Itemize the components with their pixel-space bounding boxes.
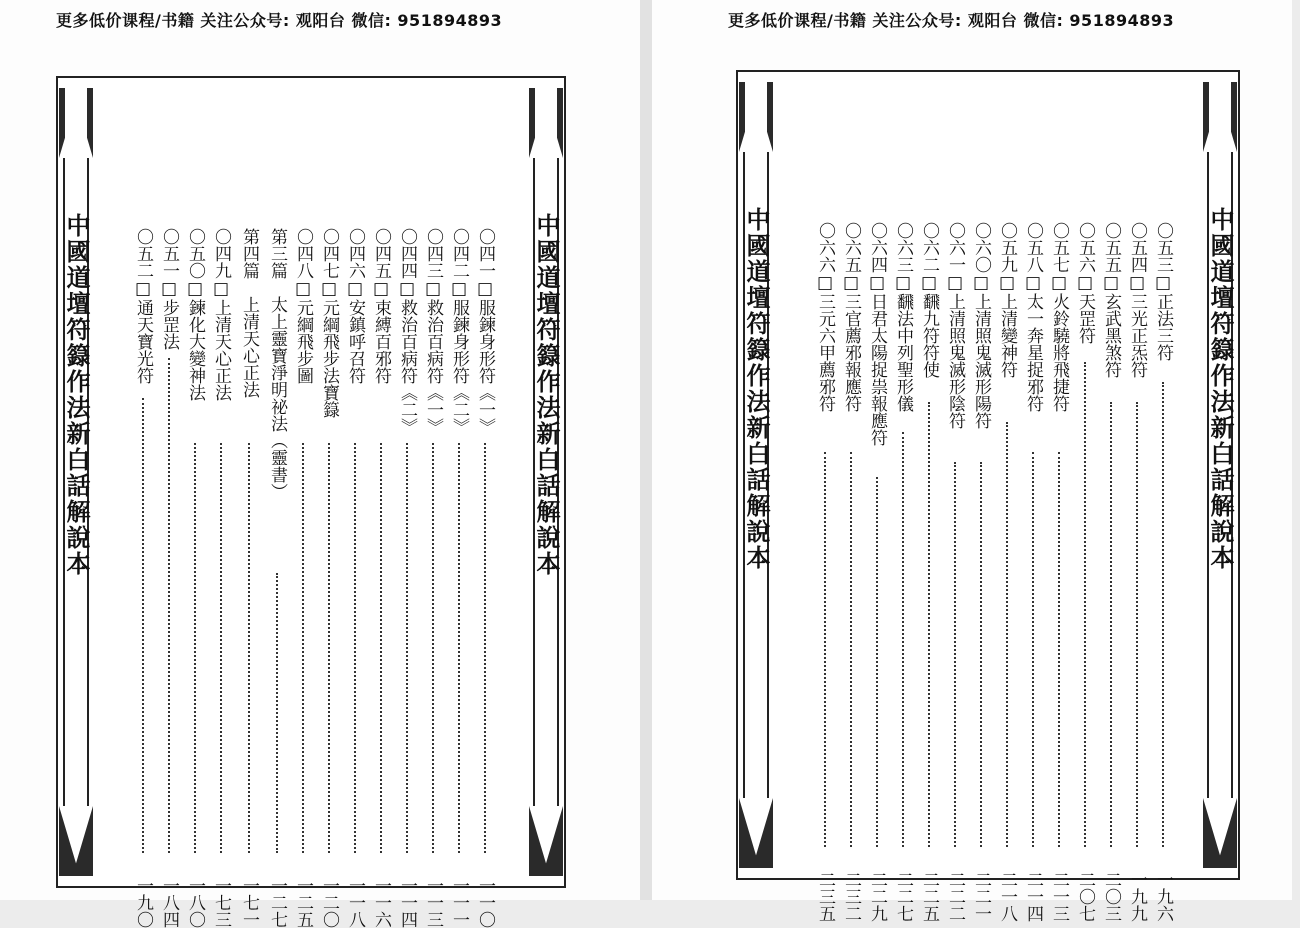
leader-dots	[276, 573, 278, 853]
leader-dots	[194, 443, 196, 853]
leader-dots	[954, 462, 956, 847]
toc-entry-page: 一二〇	[319, 877, 339, 928]
watermark-text: 更多低价课程/书籍 关注公众号: 观阳台 微信: 951894893	[728, 11, 1175, 30]
toc-entry	[890, 222, 916, 922]
leader-dots	[876, 477, 878, 847]
leader-dots	[432, 443, 434, 853]
toc-entry-title: 〇六一□上清照鬼滅形陰符	[945, 222, 965, 429]
toc-entry	[1098, 222, 1124, 922]
toc-entry-title: 〇六二□飜九符符使	[919, 222, 939, 378]
running-title-left: 中國道壇符籙作法新白話解說本	[62, 213, 91, 577]
toc-entry-page: 一二五	[293, 877, 313, 928]
toc-entry-page: 二一四	[1023, 871, 1043, 922]
toc-entry-page: 二二二	[945, 871, 965, 922]
toc-entry-title: 〇五三□正法三符	[1153, 222, 1173, 361]
running-title-right: 中國道壇符籙作法新白話解說本	[532, 213, 561, 577]
toc-entry-page: 一八〇	[185, 877, 205, 928]
toc-entry-title: 〇六〇□上清照鬼滅形陽符	[971, 222, 991, 429]
toc-entry-title: 〇四六□安鎮呼召符	[345, 228, 365, 384]
toc-entry-title: 〇四四□救治百病符《二》	[397, 228, 417, 435]
toc-entry	[290, 228, 316, 928]
toc-entry	[368, 228, 394, 928]
leader-dots	[1084, 362, 1086, 847]
toc-entry-title: 〇五九□上清變神符	[997, 222, 1017, 378]
toc-entry-page: 二一八	[997, 871, 1017, 922]
toc-entry-page: 一七三	[211, 877, 231, 928]
left-border-ornament	[58, 78, 94, 886]
left-border-ornament	[738, 72, 774, 878]
toc-entry-page: 一一一	[449, 877, 469, 928]
toc-entry-title: 〇五二□通天寶光符	[133, 228, 153, 384]
toc-entry	[316, 228, 342, 928]
toc-entry	[916, 222, 942, 922]
toc-entry	[420, 228, 446, 928]
toc-entry-title: 〇五四□三光正炁符	[1127, 222, 1147, 378]
leader-dots	[1032, 452, 1034, 847]
toc-entry-page: 一一四	[397, 877, 417, 928]
toc-entry	[394, 228, 420, 928]
toc-entry-page: 二三二	[841, 871, 861, 922]
toc-entry-page: 一八四	[159, 877, 179, 928]
running-title-right: 中國道壇符籙作法新白話解說本	[1206, 207, 1235, 571]
leader-dots	[928, 402, 930, 847]
right-border-ornament	[1202, 72, 1238, 878]
toc-entry-page: 一一三	[423, 877, 443, 928]
leader-dots	[824, 452, 826, 847]
page-frame	[56, 76, 566, 928]
toc-entry-title: 〇四三□救治百病符《一》	[423, 228, 443, 435]
leader-dots	[484, 443, 486, 853]
leader-dots	[1136, 402, 1138, 847]
toc-entry	[1150, 222, 1176, 922]
toc-entry	[156, 228, 182, 928]
toc-entry	[812, 222, 838, 922]
toc-entry-title: 第三篇 太上靈寶淨明祕法（靈書）	[267, 228, 287, 500]
toc-entry-title: 〇六六□三元六甲薦邪符	[815, 222, 835, 412]
toc-entry	[208, 228, 234, 928]
right-border-ornament	[528, 78, 564, 886]
toc-entry-title: 〇四二□服鍊身形符《二》	[449, 228, 469, 435]
leader-dots	[850, 452, 852, 847]
toc-entry	[864, 222, 890, 922]
toc-entry-page: 二二一	[971, 871, 991, 922]
toc-entry-title: 〇五〇□鍊化大變神法	[185, 228, 205, 401]
leader-dots	[406, 443, 408, 853]
toc-entry-page: 一一八	[345, 877, 365, 928]
toc-entry-page: 二二七	[893, 871, 913, 922]
leader-dots	[248, 443, 250, 853]
toc-entry	[342, 228, 368, 928]
toc-entry	[968, 222, 994, 922]
toc-section-heading	[236, 228, 262, 928]
toc-entry	[1020, 222, 1046, 922]
toc-entry	[446, 228, 472, 928]
leader-dots	[902, 432, 904, 847]
toc-entry-title: 〇四一□服鍊身形符《一》	[475, 228, 495, 435]
toc-section-heading	[264, 228, 290, 928]
toc-entry-title: 〇六四□日君太陽捉祟報應符	[867, 222, 887, 446]
toc-entry-page: 二〇七	[1075, 871, 1095, 922]
toc-entry	[1072, 222, 1098, 922]
toc-entry-title: 〇五一□步罡法	[159, 228, 179, 350]
leader-dots	[1162, 382, 1164, 847]
toc-entry-title: 〇六三□飜法中列聖形儀	[893, 222, 913, 412]
leader-dots	[328, 443, 330, 853]
leader-dots	[220, 443, 222, 853]
toc-entry-page: 二二九	[867, 871, 887, 922]
left-book-page	[0, 0, 640, 928]
toc-entry	[942, 222, 968, 922]
toc-entry-title: 〇四八□元綱飛步圖	[293, 228, 313, 384]
right-book-page	[652, 0, 1292, 922]
toc-entry-page: 一二七	[267, 877, 287, 928]
leader-dots	[1006, 422, 1008, 847]
toc-entry-page: 二一三	[1049, 871, 1069, 922]
leader-dots	[168, 358, 170, 853]
page-frame	[736, 70, 1240, 922]
toc-entry	[472, 228, 498, 928]
toc-entry-page: 二三五	[815, 871, 835, 922]
leader-dots	[354, 443, 356, 853]
leader-dots	[142, 398, 144, 853]
toc-entry-page: 一一〇	[475, 877, 495, 928]
toc-entry	[838, 222, 864, 922]
page-gutter	[640, 0, 652, 900]
toc-entry-title: 〇五七□火鈴驍將飛捷符	[1049, 222, 1069, 412]
toc-entry	[182, 228, 208, 928]
leader-dots	[380, 443, 382, 853]
leader-dots	[458, 443, 460, 853]
toc-entry-page: 一一六	[371, 877, 391, 928]
running-title-left: 中國道壇符籙作法新白話解說本	[742, 207, 771, 571]
toc-entry-page: 二〇三	[1101, 871, 1121, 922]
toc-entry-page: 一七一	[239, 877, 259, 928]
leader-dots	[302, 443, 304, 853]
toc-entry-page: 一九〇	[133, 877, 153, 928]
toc-entry-title: 〇六五□三官薦邪報應符	[841, 222, 861, 412]
toc-entry	[1046, 222, 1072, 922]
toc-entry	[1124, 222, 1150, 922]
toc-entry-title: 〇四九□上清天心正法	[211, 228, 231, 401]
toc-entry-title: 〇四五□束縛百邪符	[371, 228, 391, 384]
leader-dots	[1058, 452, 1060, 847]
leader-dots	[1110, 402, 1112, 847]
toc-entry-page: 二二五	[919, 871, 939, 922]
toc-entry-title: 〇四七□元綱飛步法寶籙	[319, 228, 339, 418]
toc-entry	[994, 222, 1020, 922]
toc-entry-title: 〇五六□天罡符	[1075, 222, 1095, 344]
watermark-text: 更多低价课程/书籍 关注公众号: 观阳台 微信: 951894893	[56, 11, 503, 30]
toc-entry-title: 〇五五□玄武黑煞符	[1101, 222, 1121, 378]
toc-entry-title: 第四篇 上清天心正法	[239, 228, 259, 398]
toc-entry-title: 〇五八□太一奔星捉邪符	[1023, 222, 1043, 412]
leader-dots	[980, 462, 982, 847]
toc-entry	[130, 228, 156, 928]
toc-entry-page: 一九六	[1153, 871, 1173, 922]
toc-entry-page: 一九九	[1127, 871, 1147, 922]
